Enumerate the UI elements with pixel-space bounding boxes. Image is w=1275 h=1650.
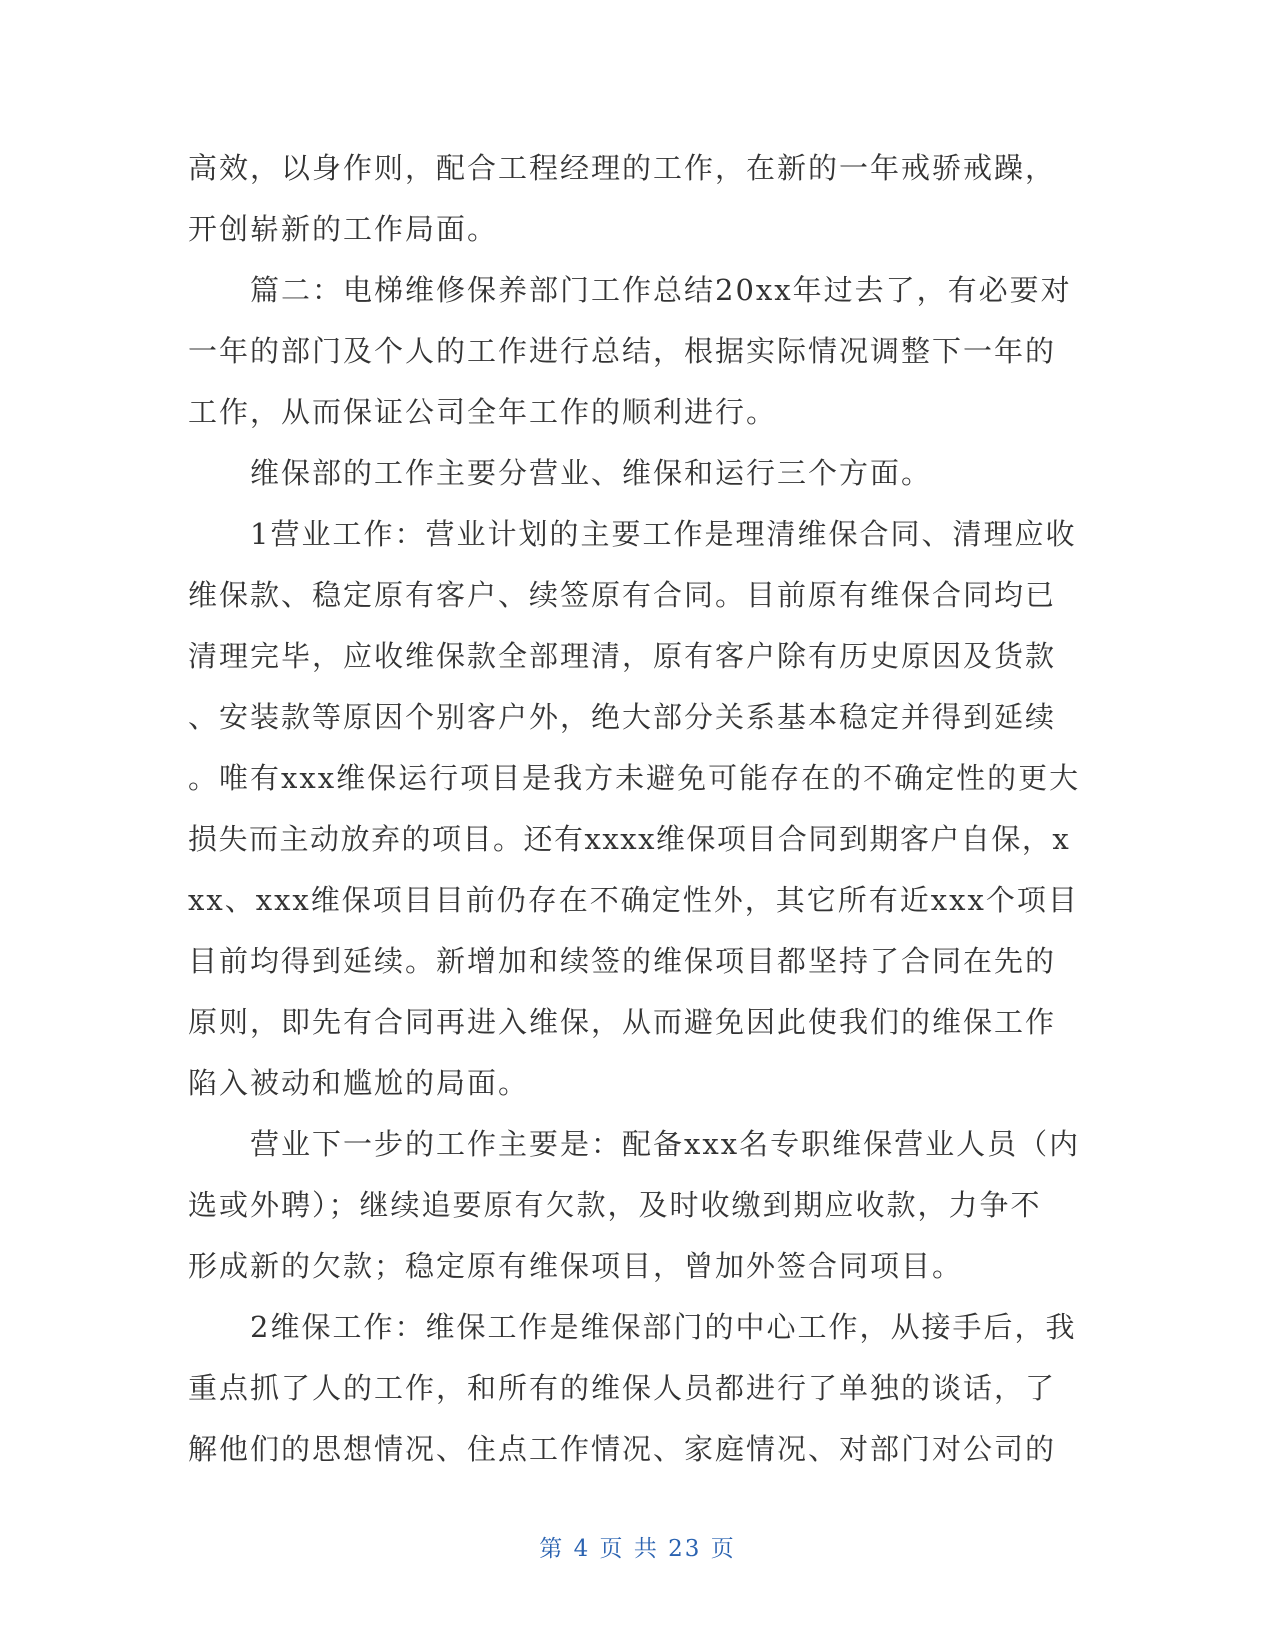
text-line: 损失而主动放弃的项目。还有xxxx维保项目合同到期客户自保，x xyxy=(188,822,1071,856)
text-line: 篇二：电梯维修保养部门工作总结20xx年过去了，有必要对 xyxy=(250,273,1072,307)
text-line: 陷入被动和尴尬的局面。 xyxy=(188,1066,530,1100)
text-line: 维保部的工作主要分营业、维保和运行三个方面。 xyxy=(250,456,933,490)
text-line: 选或外聘）；继续追要原有欠款，及时收缴到期应收款，力争不 xyxy=(188,1188,1042,1222)
text-line: 形成新的欠款；稳定原有维保项目，曾加外签合同项目。 xyxy=(188,1249,964,1283)
text-line: 原则，即先有合同再进入维保，从而避免因此使我们的维保工作 xyxy=(188,1005,1057,1039)
text-line: 维保款、稳定原有客户、续签原有合同。目前原有维保合同均已 xyxy=(188,578,1057,612)
text-line: 。唯有xxx维保运行项目是我方未避免可能存在的不确定性的更大 xyxy=(188,761,1081,795)
page-number: 第 4 页 共 23 页 xyxy=(539,1536,736,1562)
text-line: 1营业工作：营业计划的主要工作是理清维保合同、清理应收 xyxy=(250,517,1077,551)
document-body xyxy=(188,138,1080,1480)
text-line: 、安装款等原因个别客户外，绝大部分关系基本稳定并得到延续 xyxy=(188,700,1057,734)
text-line: 目前均得到延续。新增加和续签的维保项目都坚持了合同在先的 xyxy=(188,944,1057,978)
text-line: 营业下一步的工作主要是：配备xxx名专职维保营业人员（内 xyxy=(250,1127,1081,1161)
text-line: 2维保工作：维保工作是维保部门的中心工作，从接手后，我 xyxy=(250,1310,1077,1344)
text-line: 工作，从而保证公司全年工作的顺利进行。 xyxy=(188,395,778,429)
text-line: 开创崭新的工作局面。 xyxy=(188,212,499,246)
text-line: 一年的部门及个人的工作进行总结，根据实际情况调整下一年的 xyxy=(188,334,1057,368)
text-line: xx、xxx维保项目目前仍存在不确定性外，其它所有近xxx个项目 xyxy=(188,883,1079,917)
text-line: 重点抓了人的工作，和所有的维保人员都进行了单独的谈话，了 xyxy=(188,1371,1057,1405)
text-line: 高效，以身作则，配合工程经理的工作，在新的一年戒骄戒躁， xyxy=(188,151,1057,185)
text-line: 清理完毕，应收维保款全部理清，原有客户除有历史原因及货款 xyxy=(188,639,1057,673)
text-line: 解他们的思想情况、住点工作情况、家庭情况、对部门对公司的 xyxy=(188,1432,1057,1466)
